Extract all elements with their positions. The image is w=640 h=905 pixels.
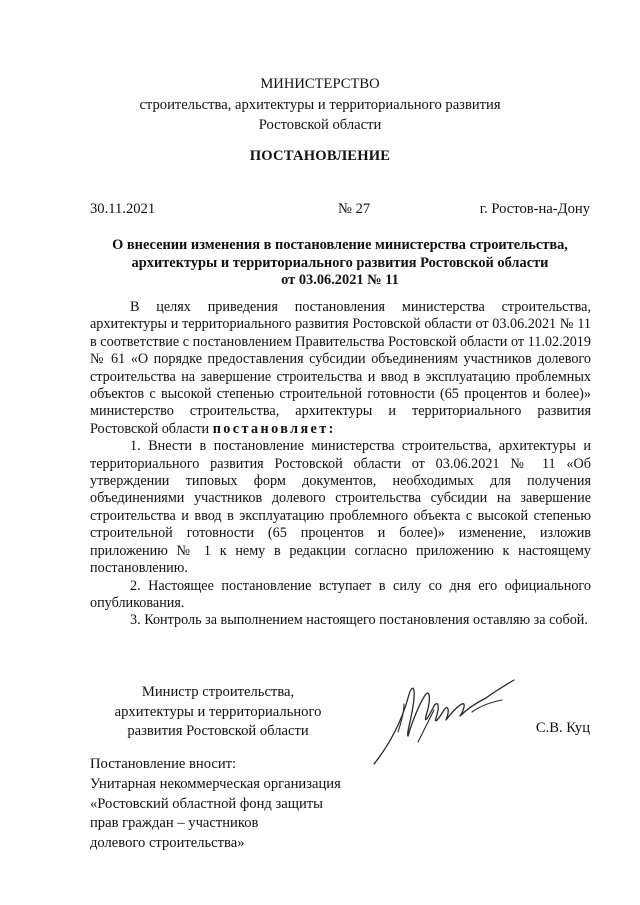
body-paragraph: 2. Настоящее постановление вступает в силу со дня его официального опубликования. [90,577,591,611]
document-body [90,299,591,630]
signer-title-line: Министр строительства, [141,684,295,700]
body-paragraph: 1. Внести в постановление министерства строительства, архитектуры и территориального развития Ростовской области от 03.06.2021 № 11 «Об утверждении типовых форм документов, необходимых для получения объединениями участников долевого строительства субсидии на завершение строительства и ввод в эксплуатацию проблемного объекта с высокой степенью строительной готовности (65 процентов и более)» изменение, изложив приложению № 1 к нему в редакции согласно приложению к настоящему постановлению. [90,438,591,577]
body-paragraph-text: В целях приведения постановления министерства строительства, архитектуры и территориального развития Ростовской области от 03.06.2021 № 11 в соответствие с постановлением Правительства Ростовской области от 11.02.2019 № 61 «О порядке предоставления субсидии объединениям участников долевого строительства на завершение строительства и ввод в эксплуатацию проблемных объектов с высокой степенью строительной готовности (65 процентов и более)» министерство строительства, архитектуры и территориального развития Ростовской области [90,299,591,437]
document-city: г. Ростов-на-Дону [479,201,590,217]
submitter-line: долевого строительства» [90,835,245,852]
document-type: ПОСТАНОВЛЕНИЕ [249,148,391,164]
document-number: № 27 [338,201,371,217]
signer-title-line: развития Ростовской области [127,723,309,739]
ministry-header-line: Ростовской области [258,117,382,133]
submitter-label: Постановление вносит: [90,756,237,772]
submitter-line: Унитарная некоммерческая организация [90,775,341,792]
resolution-keyword: постановляет: [212,420,336,437]
subject-line: от 03.06.2021 № 11 [281,272,399,288]
body-paragraph: 3. Контроль за выполнением настоящего постановления оставляю за собой. [130,612,588,629]
document-date: 30.11.2021 [90,201,156,217]
handwritten-signature [368,672,528,772]
document-meta [90,201,590,221]
ministry-header [0,74,640,136]
document-subject [90,237,590,290]
subject-line: О внесении изменения в постановление министерства строительства, [112,237,568,253]
signer-name: С.В. Куц [535,720,590,736]
ministry-header-line: МИНИСТЕРСТВО [260,76,380,92]
signer-title [90,683,346,742]
submitter-line: «Ростовский областной фонд защиты [90,795,323,812]
subject-line: архитектуры и территориального развития Ростовской области [131,254,549,271]
signer-title-line: архитектуры и территориального [114,703,322,720]
ministry-header-line: строительства, архитектуры и территориального развития [139,96,501,113]
submitter-line: прав граждан – участников [90,815,259,832]
body-paragraph [90,299,591,438]
submitter-block [90,755,341,854]
